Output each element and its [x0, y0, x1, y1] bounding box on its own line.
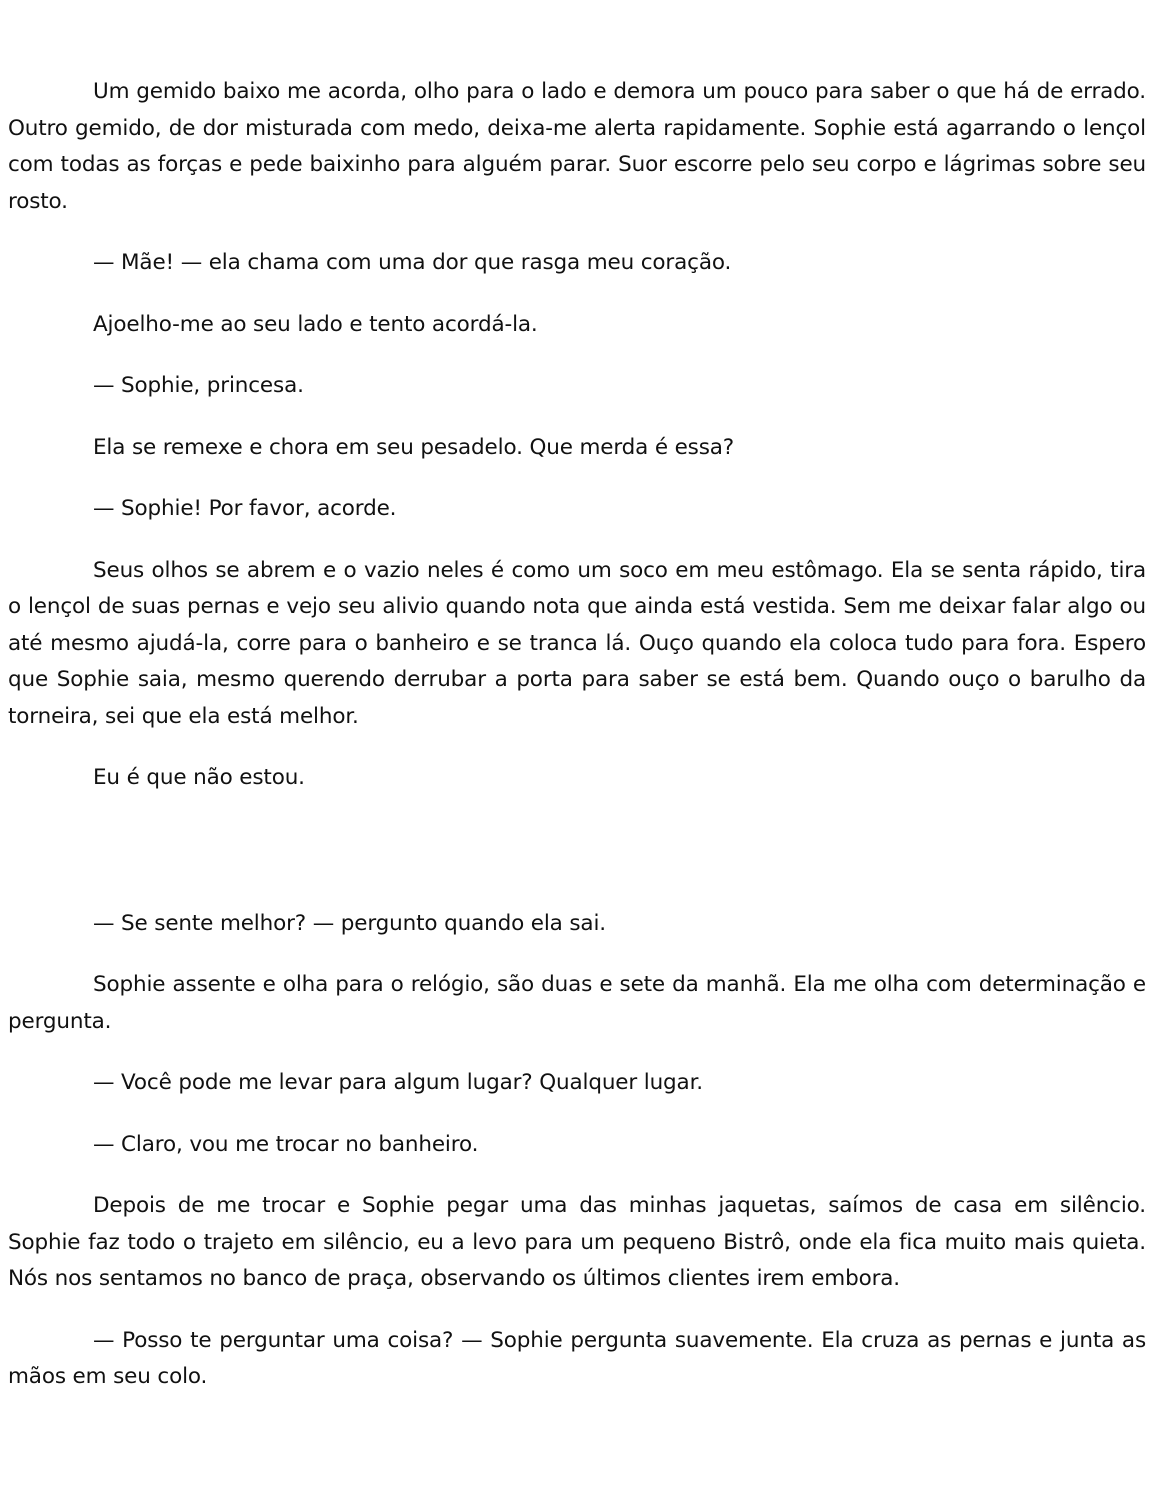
paragraph: — Posso te perguntar uma coisa? — Sophie pergunta suavemente. Ela cruza as pernas e junta as mãos em seu colo. [8, 1327, 1146, 1389]
section-break [8, 822, 1146, 906]
paragraph: Ajoelho-me ao seu lado e tento acordá-la. [93, 311, 538, 337]
paragraph: — Sophie! Por favor, acorde. [93, 496, 397, 521]
document-page [8, 74, 1146, 1421]
paragraph: Depois de me trocar e Sophie pegar uma das minhas jaquetas, saímos de casa em silêncio. Sophie faz todo o trajeto em silêncio, eu a levo para um pequeno Bistrô, onde ela fica muito mais quieta. Nós nos sentamos no banco de praça, observando os últimos clientes irem embora. [8, 1193, 1146, 1291]
paragraph: — Mãe! — ela chama com uma dor que rasga meu coração. [93, 250, 732, 275]
paragraph: — Se sente melhor? — pergunto quando ela sai. [93, 910, 606, 936]
paragraph: — Você pode me levar para algum lugar? Qualquer lugar. [93, 1070, 703, 1095]
paragraph: Eu é que não estou. [93, 765, 305, 790]
paragraph: Sophie assente e olha para o relógio, são duas e sete da manhã. Ela me olha com determinação e pergunta. [8, 972, 1146, 1034]
paragraph: Seus olhos se abrem e o vazio neles é como um soco em meu estômago. Ela se senta rápido, tira o lençol de suas pernas e vejo seu alivio quando nota que ainda está vestida. Sem me deixar falar algo ou até mesmo ajudá-la, corre para o banheiro e se tranca lá. Ouço quando ela coloca tudo para fora. Espero que Sophie saia, mesmo querendo derrubar a porta para saber se está bem. Quando ouço o barulho da torneira, sei que ela está melhor. [8, 557, 1146, 729]
paragraph: Ela se remexe e chora em seu pesadelo. Que merda é essa? [93, 434, 735, 460]
paragraph: Um gemido baixo me acorda, olho para o lado e demora um pouco para saber o que há de errado. Outro gemido, de dor misturada com medo, deixa-me alerta rapidamente. Sophie está agarrando o lençol com todas as forças e pede baixinho para alguém parar. Suor escorre pelo seu corpo e lágrimas sobre seu rosto. [8, 79, 1146, 214]
paragraph: — Claro, vou me trocar no banheiro. [93, 1131, 479, 1157]
paragraph: — Sophie, princesa. [93, 373, 304, 398]
